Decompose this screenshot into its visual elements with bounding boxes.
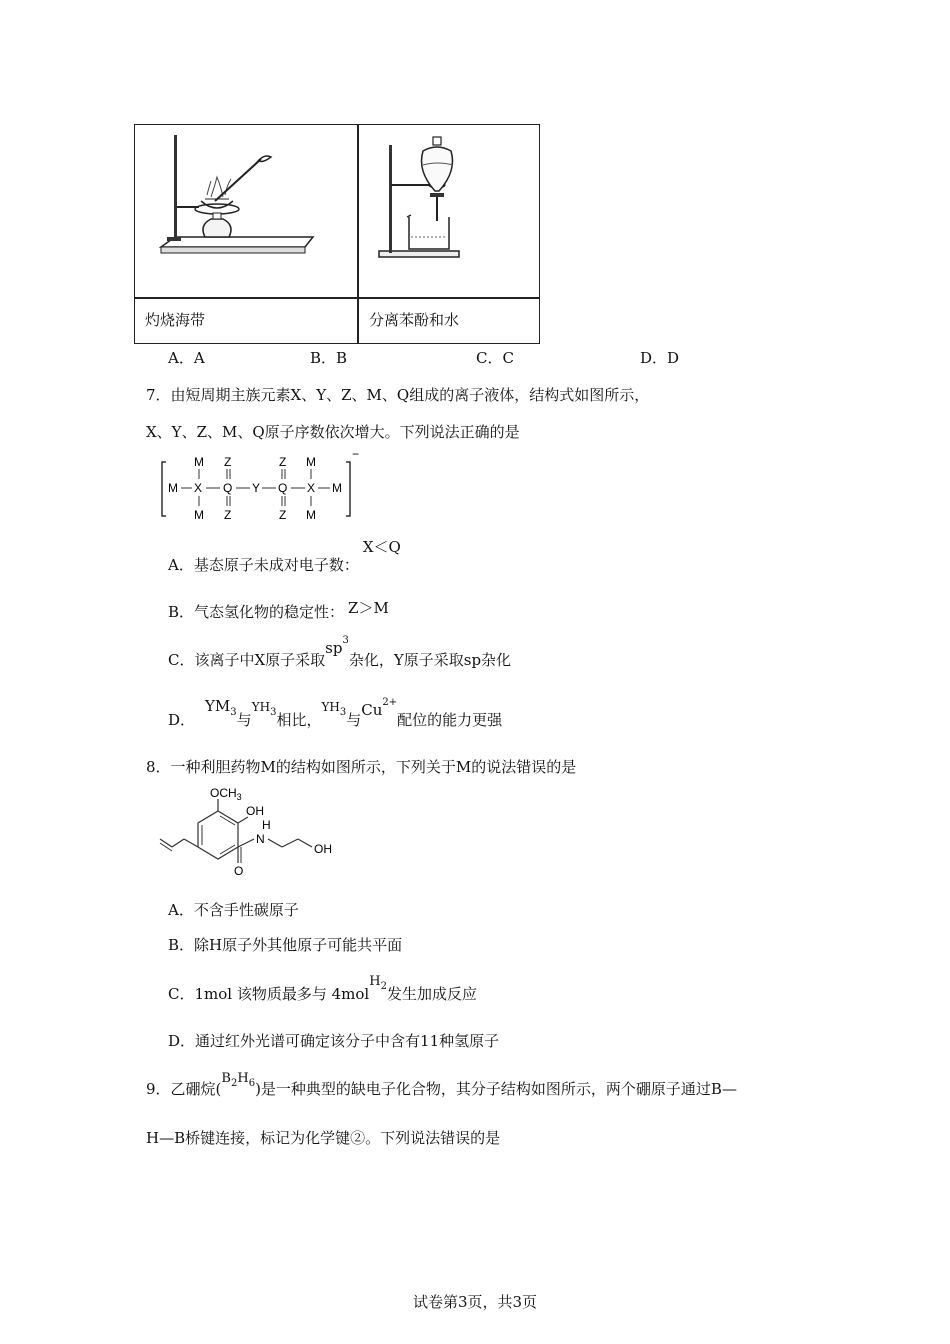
q7-ionic-liquid-structure bbox=[158, 452, 368, 524]
atom-m-left: M bbox=[168, 481, 178, 495]
q7-stem-line1: 7．由短周期主族元素X、Y、Z、M、Q组成的离子液体，结构式如图所示， bbox=[146, 386, 650, 404]
apparatus-table bbox=[134, 124, 540, 344]
q7-option-d-yh3-a: YH3 bbox=[251, 700, 277, 718]
label-n: N bbox=[256, 832, 265, 846]
label-o: O bbox=[234, 864, 244, 878]
q8-option-a[interactable]: A．不含手性碳原子 bbox=[168, 901, 299, 919]
page-footer: 试卷第3页，共3页 bbox=[412, 1293, 538, 1311]
atom-m-top1: M bbox=[194, 455, 204, 469]
q7-option-a-text: A．基态原子未成对电子数： bbox=[168, 556, 359, 574]
separatory-funnel-apparatus-image bbox=[375, 135, 485, 265]
q7-option-c-post: 杂化，Y原子采取sp杂化 bbox=[348, 651, 512, 669]
q6-option-c[interactable]: C．C bbox=[476, 349, 514, 367]
q9-stem-pre: 9．乙硼烷( bbox=[146, 1080, 222, 1098]
charge-sign: − bbox=[352, 452, 360, 461]
q7-option-c-sp: $sp^3$ bbox=[325, 635, 349, 657]
q8-stem: 8．一种利胆药物M的结构如图所示，下列关于M的说法错误的是 bbox=[146, 758, 577, 776]
q8-option-b[interactable]: B．除H原子外其他原子可能共平面 bbox=[168, 936, 403, 954]
q7-option-c-pre: C．该离子中X原子采取 bbox=[168, 651, 326, 669]
burning-kelp-apparatus-image bbox=[155, 129, 345, 261]
atom-m-right: M bbox=[332, 481, 342, 495]
q6-option-d[interactable]: D．D bbox=[640, 349, 680, 367]
q7-option-d-pre: D． bbox=[168, 711, 196, 729]
q7-option-d-mid: 相比， bbox=[276, 711, 322, 729]
q7-option-d-yh3-b: YH3 bbox=[321, 700, 347, 718]
q7-option-d-ym3: $YM_3$ bbox=[205, 697, 237, 718]
q7-option-d[interactable] bbox=[168, 697, 503, 733]
table-cell-label-separate-phenol: 分离苯酚和水 bbox=[369, 311, 460, 329]
table-divider-vertical bbox=[357, 125, 359, 343]
q9-stem-line2: H—B桥键连接，标记为化学键②。下列说法错误的是 bbox=[146, 1129, 501, 1147]
q7-stem-line2: X、Y、Z、M、Q原子序数依次增大。下列说法正确的是 bbox=[146, 423, 520, 441]
atom-z-bottom2: Z bbox=[279, 508, 287, 522]
atom-q-left: Q bbox=[223, 481, 233, 495]
label-h: H bbox=[262, 818, 271, 832]
q7-option-b[interactable] bbox=[168, 599, 389, 622]
q8-option-d[interactable]: D．通过红外光谱可确定该分子中含有11种氢原子 bbox=[168, 1032, 500, 1050]
atom-x-left: X bbox=[194, 481, 203, 495]
q6-option-b[interactable]: B．B bbox=[310, 349, 348, 367]
q7-option-d-with1: 与 bbox=[236, 711, 252, 729]
atom-m-bottom1: M bbox=[194, 508, 204, 522]
q9-stem-post: )是一种典型的缺电子化合物，其分子结构如图所示，两个硼原子通过B— bbox=[255, 1080, 737, 1098]
q7-option-d-post: 配位的能力更强 bbox=[397, 711, 503, 729]
q7-option-a[interactable] bbox=[168, 538, 401, 575]
atom-q-right: Q bbox=[278, 481, 288, 495]
q8-option-c-post: 发生加成反应 bbox=[386, 985, 477, 1003]
q9-formula-b2h6: $B_2H_6$ bbox=[221, 1071, 256, 1089]
q6-option-a[interactable]: A．A bbox=[168, 349, 205, 367]
atom-y-center: Y bbox=[252, 481, 261, 495]
label-och3: $OCH_3$ bbox=[210, 786, 242, 802]
label-oh-alcohol: OH bbox=[314, 842, 332, 856]
q7-option-d-with2: 与 bbox=[346, 711, 362, 729]
q7-option-a-formula: X＜Q bbox=[362, 538, 401, 556]
table-cell-label-burning-kelp: 灼烧海带 bbox=[145, 311, 206, 329]
q8-option-c[interactable] bbox=[168, 974, 477, 1007]
q7-option-b-formula: Z＞M bbox=[348, 599, 389, 617]
atom-z-top2: Z bbox=[279, 455, 287, 469]
q7-option-d-cu2plus: $Cu^{2+}$ bbox=[361, 697, 398, 719]
q7-option-c[interactable] bbox=[168, 635, 512, 673]
q9-stem-line1 bbox=[146, 1071, 737, 1102]
atom-m-bottom2: M bbox=[306, 508, 316, 522]
atom-z-top1: Z bbox=[224, 455, 232, 469]
q7-option-b-text: B．气态氢化物的稳定性： bbox=[168, 603, 345, 621]
q8-molecule-structure bbox=[158, 785, 348, 880]
atom-z-bottom1: Z bbox=[224, 508, 232, 522]
atom-m-top2: M bbox=[306, 455, 316, 469]
table-divider-horizontal bbox=[135, 297, 539, 299]
q8-option-c-pre: C．1mol 该物质最多与 4mol bbox=[168, 985, 370, 1003]
atom-x-right: X bbox=[307, 481, 316, 495]
label-oh-phenol: OH bbox=[246, 804, 264, 818]
q8-option-c-h2: $H_2$ bbox=[369, 974, 387, 992]
